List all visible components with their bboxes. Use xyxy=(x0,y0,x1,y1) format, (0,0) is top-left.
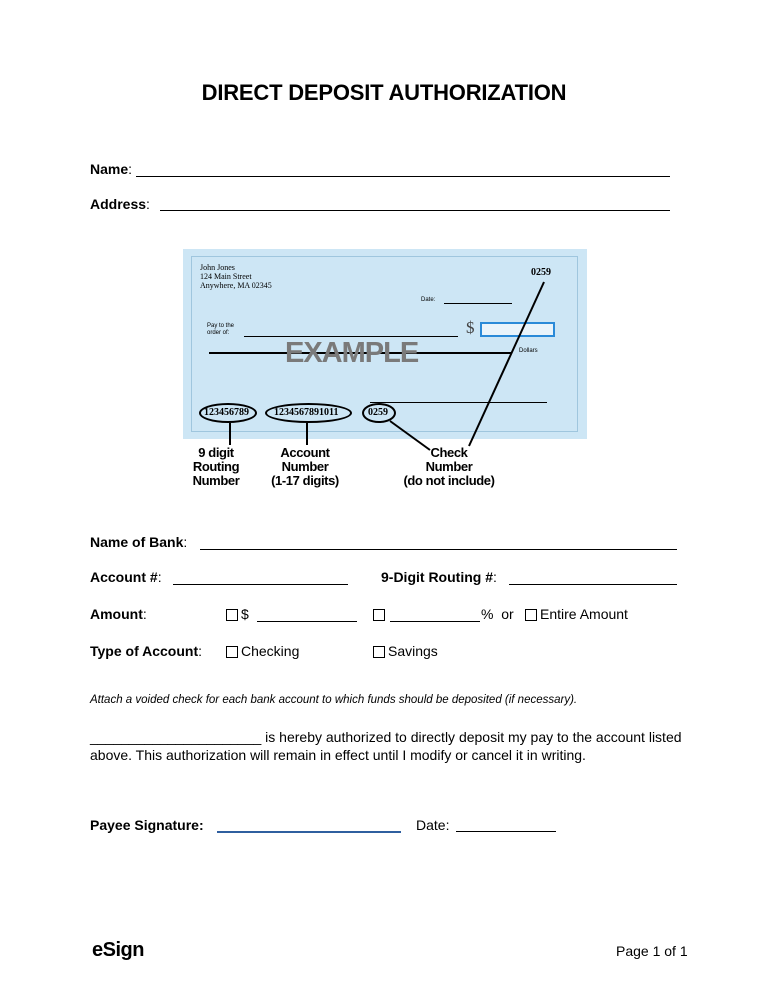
amount-dollar-option: $ xyxy=(226,606,249,622)
esign-logo: eSign xyxy=(92,939,144,961)
check-date-label: Date: xyxy=(421,297,436,303)
routing-number-micr: 123456789 xyxy=(204,407,249,418)
routing-field[interactable] xyxy=(509,584,677,585)
signature-date-field[interactable] xyxy=(456,831,556,832)
authorization-paragraph: ______________________ is hereby authorized to directly deposit my pay to the account listed above. This authorization will remain in effect until I modify or cancel it in writing. xyxy=(90,729,682,763)
routing-caption: 9 digit Routing Number xyxy=(192,445,240,488)
checking-option: Checking xyxy=(226,643,299,659)
amount-label: Amount: xyxy=(90,606,147,622)
page-title: DIRECT DEPOSIT AUTHORIZATION xyxy=(201,80,567,105)
savings-checkbox[interactable] xyxy=(373,646,385,658)
amount-percent-option xyxy=(373,606,388,622)
payee-signature-field[interactable] xyxy=(217,831,401,833)
voided-check-note: Attach a voided check for each bank account to which funds should be deposited (if necessary). xyxy=(90,694,578,706)
check-watermark: EXAMPLE xyxy=(285,337,419,369)
amount-entire-checkbox[interactable] xyxy=(525,609,537,621)
account-field[interactable] xyxy=(173,584,348,585)
page-number: Page 1 of 1 xyxy=(616,943,688,959)
check-dollar-sign: $ xyxy=(466,318,475,337)
check-dollars-label: Dollars xyxy=(519,348,538,354)
signature-date-label: Date: xyxy=(416,817,450,833)
account-number-micr: 1234567891011 xyxy=(274,407,339,418)
bank-label: Name of Bank: xyxy=(90,534,188,550)
account-caption: Account Number (1-17 digits) xyxy=(271,445,339,488)
account-label: Account #: xyxy=(90,569,162,585)
check-pay-to-label: Pay to the order of: xyxy=(207,323,235,336)
bank-field[interactable] xyxy=(200,549,677,550)
check-number-micr: 0259 xyxy=(368,407,388,418)
amount-dollar-checkbox[interactable] xyxy=(226,609,238,621)
amount-percent-checkbox[interactable] xyxy=(373,609,385,621)
employer-blank[interactable]: ______________________ xyxy=(90,729,262,745)
amount-percent-field[interactable] xyxy=(390,621,480,622)
amount-percent-suffix: % or xyxy=(481,606,514,622)
check-number-top: 0259 xyxy=(531,267,551,278)
name-label: Name: xyxy=(90,161,133,177)
amount-entire-option: Entire Amount xyxy=(525,606,628,622)
account-type-label: Type of Account: xyxy=(90,643,203,659)
payee-signature-label: Payee Signature: xyxy=(90,817,204,833)
check-number-caption: Check Number (do not include) xyxy=(403,445,495,488)
savings-option: Savings xyxy=(373,643,438,659)
check-owner-address: John Jones 124 Main Street Anywhere, MA 02345 xyxy=(200,263,272,290)
checking-checkbox[interactable] xyxy=(226,646,238,658)
address-label: Address: xyxy=(90,196,150,212)
amount-dollar-field[interactable] xyxy=(257,621,357,622)
routing-label: 9-Digit Routing #: xyxy=(381,569,497,585)
